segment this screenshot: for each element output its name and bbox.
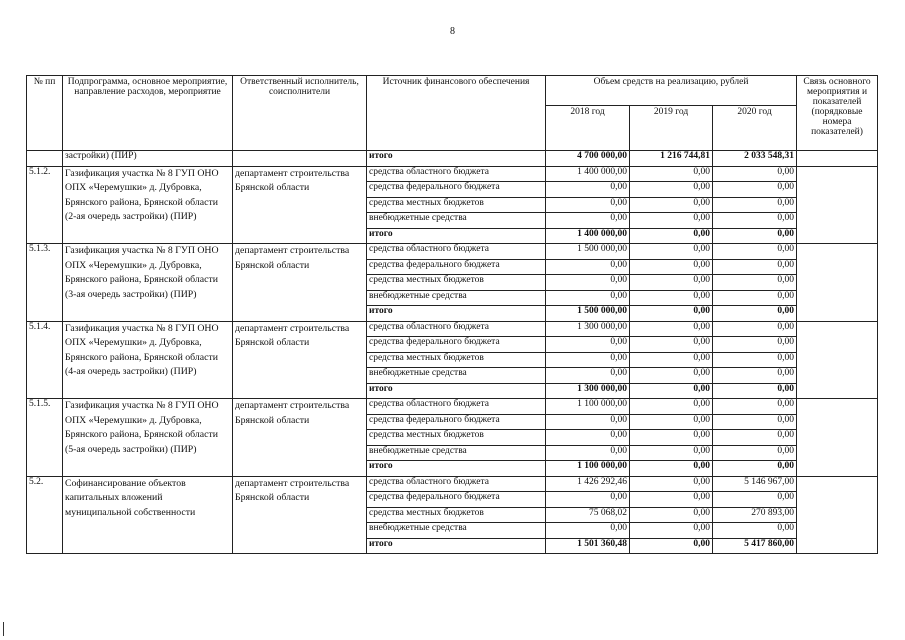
amount-2020: 0,00 xyxy=(713,352,797,368)
funding-source: внебюджетные средства xyxy=(367,368,546,384)
header-year-2019: 2019 год xyxy=(630,106,713,151)
amount-2019: 0,00 xyxy=(630,507,713,523)
continuation-source: итого xyxy=(367,151,546,167)
amount-2018: 0,00 xyxy=(546,182,630,198)
amount-2018: 1 100 000,00 xyxy=(546,399,630,415)
amount-2019: 0,00 xyxy=(630,213,713,229)
amount-2019: 0,00 xyxy=(630,476,713,492)
measure-name: Газификация участка № 8 ГУП ОНО ОПХ «Черемушки» д. Дубровка, Брянского района, Брянской области (2-ая очередь застройки) (ПИР) xyxy=(63,166,233,244)
header-volume: Объем средств на реализацию, рублей xyxy=(546,76,797,106)
amount-2020: 0,00 xyxy=(713,383,797,399)
amount-2018: 1 100 000,00 xyxy=(546,461,630,477)
page-number: 8 xyxy=(450,26,455,37)
indicator-link xyxy=(797,476,878,554)
table-row xyxy=(27,476,878,492)
funding-source: средства федерального бюджета xyxy=(367,492,546,508)
continuation-2019: 1 216 744,81 xyxy=(630,151,713,167)
continuation-executor xyxy=(233,151,367,167)
amount-2020: 0,00 xyxy=(713,197,797,213)
amount-2020: 0,00 xyxy=(713,290,797,306)
amount-2018: 1 400 000,00 xyxy=(546,228,630,244)
amount-2019: 0,00 xyxy=(630,259,713,275)
amount-2019: 0,00 xyxy=(630,182,713,198)
amount-2018: 75 068,02 xyxy=(546,507,630,523)
amount-2018: 0,00 xyxy=(546,523,630,539)
header-executor: Ответственный исполнитель, соисполнители xyxy=(233,76,367,151)
amount-2019: 0,00 xyxy=(630,244,713,260)
header-source: Источник финансового обеспечения xyxy=(367,76,546,151)
amount-2018: 0,00 xyxy=(546,337,630,353)
amount-2019: 0,00 xyxy=(630,321,713,337)
amount-2019: 0,00 xyxy=(630,337,713,353)
amount-2020: 0,00 xyxy=(713,414,797,430)
amount-2018: 1 300 000,00 xyxy=(546,383,630,399)
executor: департамент строительства Брянской области xyxy=(233,476,367,554)
executor: департамент строительства Брянской области xyxy=(233,166,367,244)
amount-2019: 0,00 xyxy=(630,166,713,182)
header-year-2020: 2020 год xyxy=(713,106,797,151)
amount-2019: 0,00 xyxy=(630,275,713,291)
continuation-2020: 2 033 548,31 xyxy=(713,151,797,167)
amount-2020: 0,00 xyxy=(713,244,797,260)
amount-2019: 0,00 xyxy=(630,228,713,244)
amount-2020: 0,00 xyxy=(713,306,797,322)
funding-source: средства местных бюджетов xyxy=(367,275,546,291)
edge-mark xyxy=(3,622,4,636)
continuation-link xyxy=(797,151,878,167)
amount-2020: 0,00 xyxy=(713,461,797,477)
funding-source: средства местных бюджетов xyxy=(367,197,546,213)
funding-source: средства федерального бюджета xyxy=(367,414,546,430)
funding-source: итого xyxy=(367,383,546,399)
funding-source: средства областного бюджета xyxy=(367,244,546,260)
amount-2019: 0,00 xyxy=(630,523,713,539)
funding-source: итого xyxy=(367,461,546,477)
row-number: 5.2. xyxy=(27,476,63,554)
amount-2019: 0,00 xyxy=(630,197,713,213)
amount-2019: 0,00 xyxy=(630,306,713,322)
amount-2019: 0,00 xyxy=(630,461,713,477)
funding-source: средства федерального бюджета xyxy=(367,259,546,275)
amount-2020: 0,00 xyxy=(713,523,797,539)
amount-2018: 1 500 000,00 xyxy=(546,244,630,260)
header-num: № пп xyxy=(27,76,63,151)
amount-2019: 0,00 xyxy=(630,445,713,461)
amount-2020: 5 417 860,00 xyxy=(713,538,797,554)
executor: департамент строительства Брянской области xyxy=(233,399,367,477)
amount-2020: 0,00 xyxy=(713,445,797,461)
funding-source: средства федерального бюджета xyxy=(367,182,546,198)
executor: департамент строительства Брянской области xyxy=(233,244,367,322)
table-row xyxy=(27,399,878,415)
amount-2018: 0,00 xyxy=(546,197,630,213)
amount-2020: 0,00 xyxy=(713,228,797,244)
continuation-row xyxy=(27,151,878,167)
amount-2018: 1 500 000,00 xyxy=(546,306,630,322)
amount-2019: 0,00 xyxy=(630,352,713,368)
amount-2020: 0,00 xyxy=(713,430,797,446)
amount-2018: 0,00 xyxy=(546,290,630,306)
amount-2018: 0,00 xyxy=(546,414,630,430)
indicator-link xyxy=(797,399,878,477)
amount-2019: 0,00 xyxy=(630,414,713,430)
amount-2018: 0,00 xyxy=(546,259,630,275)
amount-2019: 0,00 xyxy=(630,538,713,554)
amount-2018: 1 501 360,48 xyxy=(546,538,630,554)
funding-source: средства местных бюджетов xyxy=(367,352,546,368)
indicator-link xyxy=(797,244,878,322)
amount-2018: 0,00 xyxy=(546,492,630,508)
budget-table xyxy=(26,75,878,554)
indicator-link xyxy=(797,321,878,399)
amount-2020: 0,00 xyxy=(713,337,797,353)
header-year-2018: 2018 год xyxy=(546,106,630,151)
row-number: 5.1.2. xyxy=(27,166,63,244)
funding-source: средства областного бюджета xyxy=(367,166,546,182)
amount-2018: 0,00 xyxy=(546,368,630,384)
amount-2019: 0,00 xyxy=(630,399,713,415)
measure-name: Софинансирование объектов капитальных вложений муниципальной собственности xyxy=(63,476,233,554)
table-row xyxy=(27,321,878,337)
continuation-name: застройки) (ПИР) xyxy=(63,151,233,167)
row-number: 5.1.4. xyxy=(27,321,63,399)
funding-source: внебюджетные средства xyxy=(367,290,546,306)
funding-source: итого xyxy=(367,228,546,244)
header-link: Связь основного мероприятия и показателей (порядковые номера показателей) xyxy=(797,76,878,151)
row-number: 5.1.3. xyxy=(27,244,63,322)
amount-2020: 0,00 xyxy=(713,368,797,384)
funding-source: средства местных бюджетов xyxy=(367,507,546,523)
amount-2020: 0,00 xyxy=(713,275,797,291)
funding-source: средства местных бюджетов xyxy=(367,430,546,446)
amount-2018: 1 300 000,00 xyxy=(546,321,630,337)
amount-2018: 1 400 000,00 xyxy=(546,166,630,182)
funding-source: внебюджетные средства xyxy=(367,445,546,461)
executor: департамент строительства Брянской области xyxy=(233,321,367,399)
table-row xyxy=(27,244,878,260)
funding-source: средства областного бюджета xyxy=(367,476,546,492)
funding-source: средства областного бюджета xyxy=(367,399,546,415)
amount-2020: 0,00 xyxy=(713,213,797,229)
amount-2020: 0,00 xyxy=(713,166,797,182)
amount-2020: 0,00 xyxy=(713,182,797,198)
funding-source: итого xyxy=(367,306,546,322)
continuation-num xyxy=(27,151,63,167)
amount-2018: 0,00 xyxy=(546,445,630,461)
amount-2019: 0,00 xyxy=(630,368,713,384)
amount-2018: 0,00 xyxy=(546,213,630,229)
amount-2018: 0,00 xyxy=(546,430,630,446)
amount-2019: 0,00 xyxy=(630,492,713,508)
row-number: 5.1.5. xyxy=(27,399,63,477)
continuation-2018: 4 700 000,00 xyxy=(546,151,630,167)
amount-2020: 0,00 xyxy=(713,321,797,337)
measure-name: Газификация участка № 8 ГУП ОНО ОПХ «Черемушки» д. Дубровка, Брянского района, Брянской области (4-ая очередь застройки) (ПИР) xyxy=(63,321,233,399)
amount-2019: 0,00 xyxy=(630,430,713,446)
funding-source: средства областного бюджета xyxy=(367,321,546,337)
header-subprogram: Подпрограмма, основное мероприятие, направление расходов, мероприятие xyxy=(63,76,233,151)
funding-source: средства федерального бюджета xyxy=(367,337,546,353)
amount-2019: 0,00 xyxy=(630,383,713,399)
amount-2019: 0,00 xyxy=(630,290,713,306)
indicator-link xyxy=(797,166,878,244)
funding-source: итого xyxy=(367,538,546,554)
amount-2020: 0,00 xyxy=(713,399,797,415)
amount-2020: 0,00 xyxy=(713,492,797,508)
amount-2018: 0,00 xyxy=(546,275,630,291)
amount-2018: 1 426 292,46 xyxy=(546,476,630,492)
funding-source: внебюджетные средства xyxy=(367,523,546,539)
amount-2020: 5 146 967,00 xyxy=(713,476,797,492)
amount-2020: 0,00 xyxy=(713,259,797,275)
table-row xyxy=(27,166,878,182)
funding-source: внебюджетные средства xyxy=(367,213,546,229)
amount-2018: 0,00 xyxy=(546,352,630,368)
amount-2020: 270 893,00 xyxy=(713,507,797,523)
measure-name: Газификация участка № 8 ГУП ОНО ОПХ «Черемушки» д. Дубровка, Брянского района, Брянской области (5-ая очередь застройки) (ПИР) xyxy=(63,399,233,477)
measure-name: Газификация участка № 8 ГУП ОНО ОПХ «Черемушки» д. Дубровка, Брянского района, Брянской области (3-ая очередь застройки) (ПИР) xyxy=(63,244,233,322)
